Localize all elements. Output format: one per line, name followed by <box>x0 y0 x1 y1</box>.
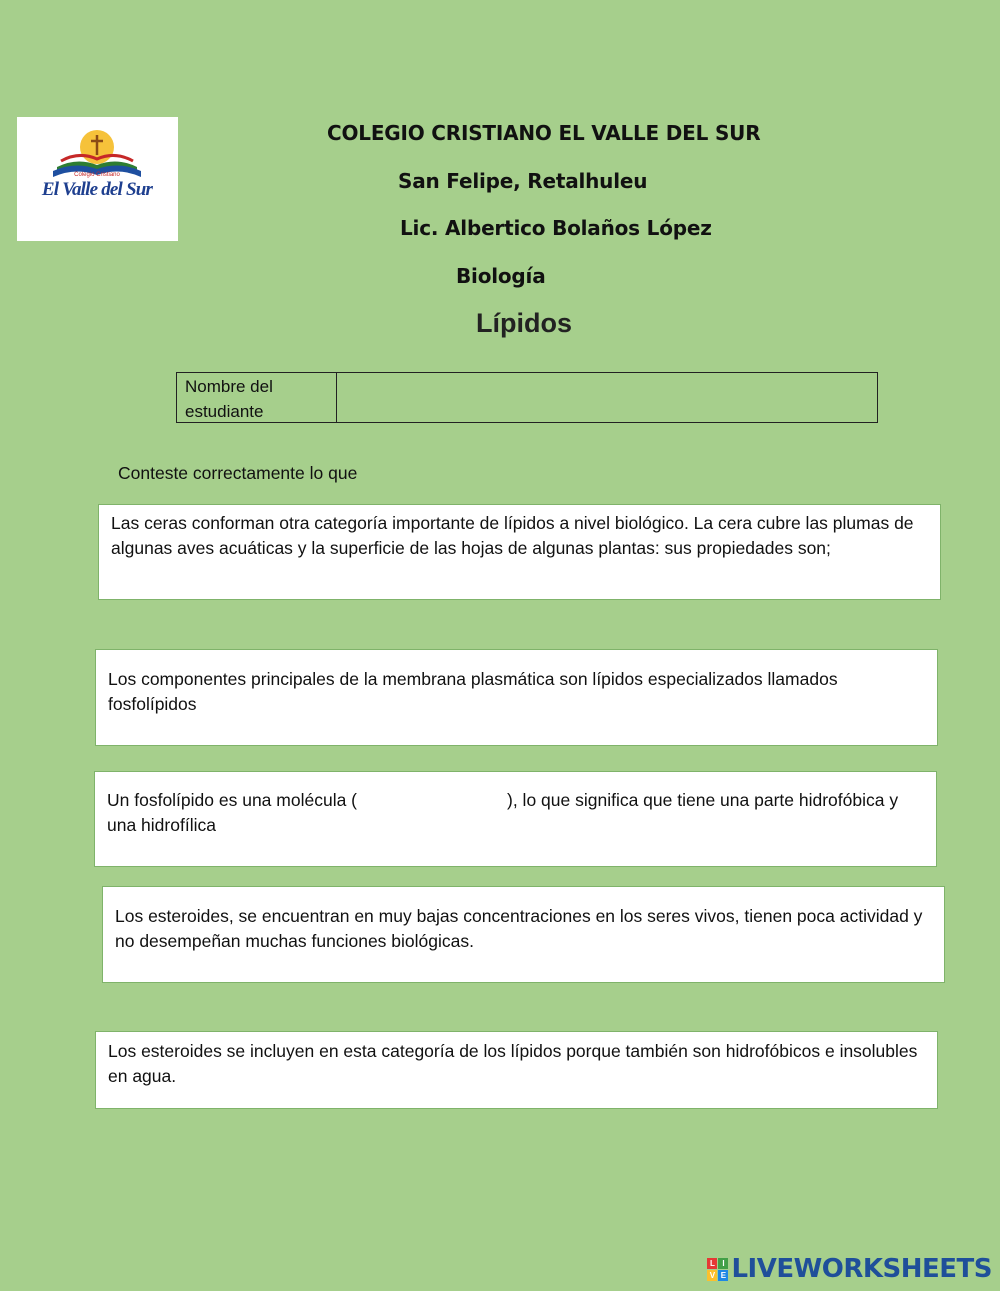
worksheet-title: Lípidos <box>476 308 572 338</box>
instruction-text: Conteste correctamente lo que <box>118 463 358 483</box>
liveworksheets-watermark <box>707 1254 992 1284</box>
school-name: COLEGIO CRISTIANO EL VALLE DEL SUR <box>327 121 761 145</box>
liveworksheets-text: LIVEWORKSHEETS <box>731 1254 992 1284</box>
question-text-3-before: Un fosfolípido es una molécula ( <box>107 790 357 810</box>
question-text-4: Los esteroides, se encuentran en muy bajas concentraciones en los seres vivos, tienen poca actividad y no desempeñan muchas funciones biológicas. <box>115 906 923 951</box>
question-text-1: Las ceras conforman otra categoría importante de lípidos a nivel biológico. La cera cubre las plumas de algunas aves acuáticas y la superficie de las hojas de algunas plantas: sus propiedades son; <box>111 513 914 558</box>
school-logo <box>17 117 178 241</box>
subject-name: Biología <box>456 264 546 288</box>
question-text-2: Los componentes principales de la membrana plasmática son lípidos especializados llamados fosfolípidos <box>108 669 838 714</box>
question-box-1[interactable] <box>98 504 941 600</box>
liveworksheets-logo-icon <box>707 1258 728 1281</box>
question-text-5: Los esteroides se incluyen en esta categoría de los lípidos porque también son hidrofóbicos e insolubles en agua. <box>108 1041 918 1086</box>
logo-caption-main: El Valle del Sur <box>41 179 153 200</box>
liveworksheets-tile-0: L <box>707 1258 717 1269</box>
logo-caption-small: Colegio Cristiano <box>74 172 120 178</box>
student-name-table <box>176 372 878 423</box>
question-box-3 <box>94 771 937 867</box>
question-box-2[interactable] <box>95 649 938 746</box>
student-name-label: Nombre del estudiante <box>177 373 337 422</box>
molecule-type-blank-input[interactable] <box>357 791 507 811</box>
school-location: San Felipe, Retalhuleu <box>398 169 648 193</box>
question-box-5[interactable] <box>95 1031 938 1109</box>
school-logo-icon <box>17 117 178 241</box>
liveworksheets-tile-2: V <box>707 1270 717 1281</box>
student-name-input[interactable] <box>337 373 877 422</box>
question-box-4[interactable] <box>102 886 945 983</box>
teacher-name: Lic. Albertico Bolaños López <box>400 216 712 240</box>
liveworksheets-tile-3: E <box>718 1270 728 1281</box>
question-text-3-after: ), lo que significa que tiene una parte hidrofóbica y una hidrofílica <box>107 790 899 835</box>
liveworksheets-tile-1: I <box>718 1258 728 1269</box>
